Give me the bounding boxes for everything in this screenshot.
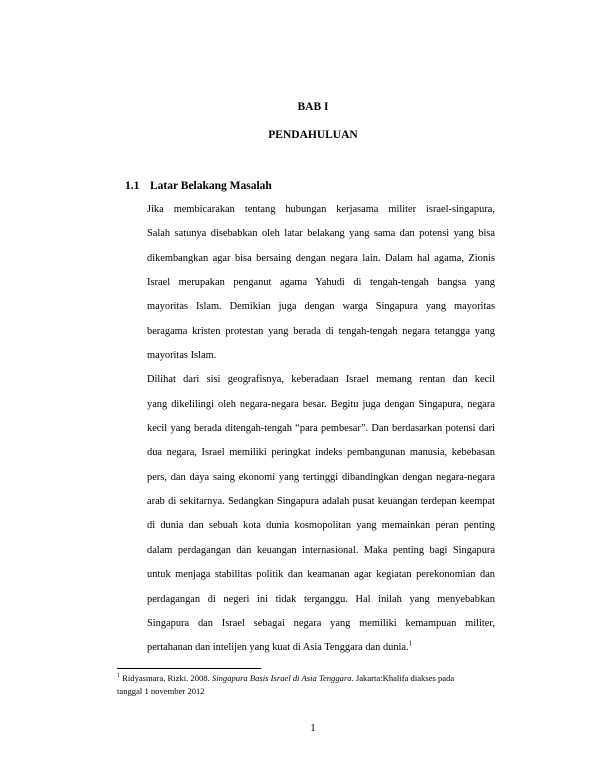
footnote-access-date: tanggal 1 november 2012	[117, 686, 205, 696]
text-line-last	[117, 636, 495, 660]
text-line: arab di sekitarnya. Sedangkan Singapura adalah pusat keuangan terdepan keempat	[147, 496, 495, 508]
text-line: Jika membicarakan tentang hubungan kerjasama militer israel-singapura,	[147, 204, 495, 215]
text-line: dua negara, Israel memiliki peringkat indeks pembangunan manusia, kebebasan	[147, 447, 495, 459]
text-line: yang dikelilingi oleh negara-negara besar. Begitu juga dengan Singapura, negara	[147, 398, 495, 410]
text-line: Dilihat dari sisi geografisnya, keberadaan Israel memang rentan dan kecil	[147, 374, 495, 386]
text-line: mayoritas Islam.	[147, 350, 217, 362]
text-line: Singapura dan Israel sebagai negara yang memiliki kemampuan militer,	[147, 617, 495, 629]
section-title: Latar Belakang Masalah	[150, 180, 272, 192]
text-line: Salah satunya disebabkan oleh latar belakang yang sama dan potensi yang bisa	[147, 228, 495, 240]
text-line: kecil yang berada ditengah-tengah “para pembesar”. Dan berdasarkan potensi dari	[147, 423, 495, 435]
footnote-author: Ridyasmara, Rizki. 2008.	[122, 673, 210, 683]
section-number: 1.1	[125, 180, 140, 192]
text-line: mayoritas Islam. Demikian juga dengan warga Singapura yang mayoritas	[147, 301, 495, 313]
footnote-book-title: Singapura Basis Israel di Asia Tenggara	[211, 673, 352, 683]
text-line: Israel merupakan penganut agama Yahudi di tengah-tengah bangsa yang	[147, 277, 495, 289]
chapter-title: PENDAHULUAN	[268, 129, 358, 141]
text-line: pers, dan daya saing ekonomi yang tertinggi dibandingkan dengan negara-negara	[147, 471, 495, 483]
body-text	[117, 198, 495, 661]
footnote-divider	[117, 668, 261, 669]
text-line: di dunia dan sebuah kota dunia kosmopolitan yang memainkan peran penting	[147, 520, 495, 532]
footnote-reference[interactable]: 1	[408, 639, 413, 648]
section-heading	[125, 180, 272, 192]
text-line: untuk menjaga stabilitas politik dan keamanan agar kegiatan perekonomian dan	[147, 569, 495, 581]
footnote	[117, 672, 495, 698]
text-line: dalam perdagangan dan keuangan internasional. Maka penting bagi Singapura	[147, 544, 495, 556]
footnote-marker: 1	[117, 673, 120, 680]
paragraph-2	[117, 368, 495, 660]
paragraph-1	[117, 198, 495, 368]
page-number: 1	[310, 722, 316, 734]
text-line-content: pertahanan dan intelijen yang kuat di Asia Tenggara dan dunia.	[147, 642, 409, 654]
chapter-label: BAB I	[297, 101, 329, 113]
text-line: perdagangan di negeri ini tidak terganggu. Hal inilah yang menyebabkan	[147, 593, 495, 605]
footnote-publisher: . Jakarta:Khalifa diakses pada	[351, 673, 455, 683]
text-line: dikembangkan agar bisa bersaing dengan negara lain. Dalam hal agama, Zionis	[147, 252, 495, 264]
text-line: beragama kristen protestan yang berada di tengah-tengah negara tetangga yang	[147, 325, 495, 337]
